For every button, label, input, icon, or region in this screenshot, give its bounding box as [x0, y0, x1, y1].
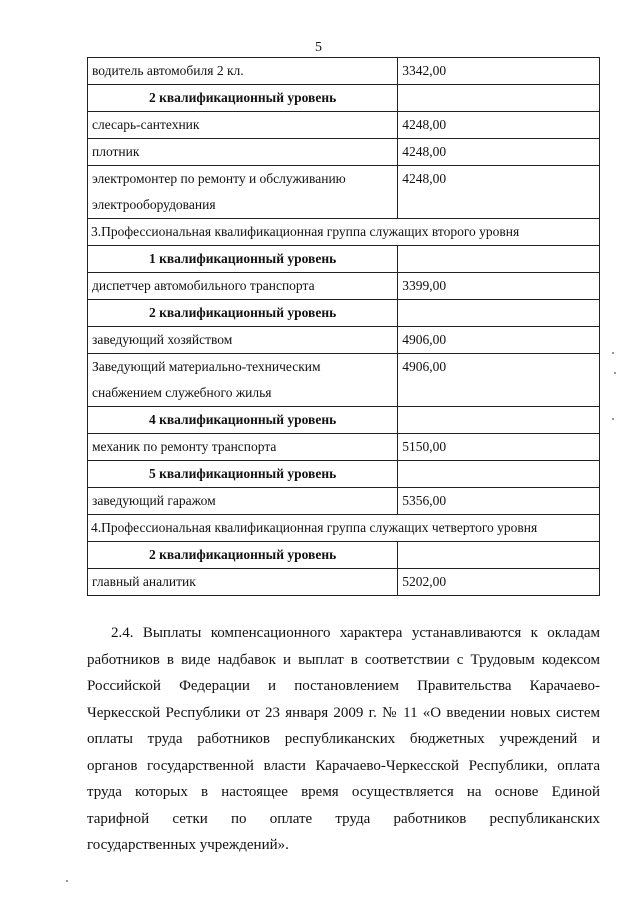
position-name: заведующий хозяйством [88, 327, 398, 354]
salary-value: 4248,00 [398, 112, 600, 139]
salary-value [398, 85, 600, 112]
salary-value [398, 300, 600, 327]
position-name: слесарь-сантехник [88, 112, 398, 139]
table-row [88, 58, 600, 85]
position-name: заведующий гаражом [88, 488, 398, 515]
position-name [88, 354, 398, 407]
qualification-group: 4.Профессиональная квалификационная группа служащих четвертого уровня [88, 515, 600, 542]
qualification-group: 3.Профессиональная квалификационная группа служащих второго уровня [88, 219, 600, 246]
table-row [88, 112, 600, 139]
qualification-level-row [88, 542, 600, 569]
scan-speck [612, 352, 614, 354]
qualification-level: 2 квалификационный уровень [88, 300, 398, 327]
position-name-line: Заведующий материально-техническим [92, 359, 321, 374]
table-row [88, 354, 600, 407]
qualification-level: 2 квалификационный уровень [88, 85, 398, 112]
salary-value: 5356,00 [398, 488, 600, 515]
salary-value [398, 461, 600, 488]
paragraph-line: Российской Федерации и постановлением Правительства Карачаево- [87, 678, 600, 694]
qualification-group-row [88, 219, 600, 246]
position-name: водитель автомобиля 2 кл. [88, 58, 398, 85]
position-name: плотник [88, 139, 398, 166]
qualification-level-row [88, 461, 600, 488]
salary-value: 4906,00 [398, 327, 600, 354]
qualification-level: 2 квалификационный уровень [88, 542, 398, 569]
salary-table [87, 57, 600, 596]
position-name-line: электромонтер по ремонту и обслуживанию [92, 171, 346, 186]
paragraph-line: труда которых в настоящее время осуществляется на основе Единой [87, 784, 600, 800]
salary-value [398, 407, 600, 434]
table-row [88, 327, 600, 354]
paragraph-line: тарифной сетки по оплате труда работников республиканских [87, 810, 600, 827]
salary-value: 5202,00 [398, 569, 600, 596]
qualification-level-row [88, 407, 600, 434]
qualification-level-row [88, 246, 600, 273]
table-row [88, 139, 600, 166]
table-row [88, 273, 600, 300]
table-row [88, 166, 600, 219]
salary-value [398, 542, 600, 569]
qualification-level: 5 квалификационный уровень [88, 461, 398, 488]
salary-value: 4248,00 [398, 139, 600, 166]
salary-value: 4906,00 [398, 354, 600, 407]
table-row [88, 434, 600, 461]
salary-value: 3399,00 [398, 273, 600, 300]
scan-speck [614, 372, 616, 374]
scan-speck [66, 880, 68, 882]
paragraph-line: государственных учреждений». [87, 837, 289, 853]
position-name: диспетчер автомобильного транспорта [88, 273, 398, 300]
qualification-level: 4 квалификационный уровень [88, 407, 398, 434]
position-name [88, 166, 398, 219]
table-row [88, 488, 600, 515]
table-row [88, 569, 600, 596]
qualification-level: 1 квалификационный уровень [88, 246, 398, 273]
position-name-line: снабжением служебного жилья [92, 385, 272, 400]
scan-speck [612, 418, 614, 420]
paragraph-line: Черкесской Республики от 23 января 2009 г. № 11 «О введении новых систем [87, 704, 600, 721]
paragraph-line: работников в виде надбавок и выплат в соответствии с Трудовым кодексом [87, 651, 600, 668]
salary-value: 4248,00 [398, 166, 600, 219]
paragraph-line: 2.4. Выплаты компенсационного характера устанавливаются к окладам [111, 625, 600, 641]
position-name: механик по ремонту транспорта [88, 434, 398, 461]
qualification-level-row [88, 300, 600, 327]
paragraph-line: оплаты труда работников республиканских бюджетных учреждений и [87, 731, 600, 747]
qualification-level-row [88, 85, 600, 112]
salary-value: 3342,00 [398, 58, 600, 85]
paragraph-line: органов государственной власти Карачаево-Черкесской Республики, оплата [87, 757, 600, 774]
page-number: 5 [315, 40, 322, 55]
salary-value: 5150,00 [398, 434, 600, 461]
paragraph-2-4 [87, 620, 600, 859]
position-name-line: электрооборудования [92, 197, 216, 212]
qualification-group-row [88, 515, 600, 542]
salary-value [398, 246, 600, 273]
position-name: главный аналитик [88, 569, 398, 596]
